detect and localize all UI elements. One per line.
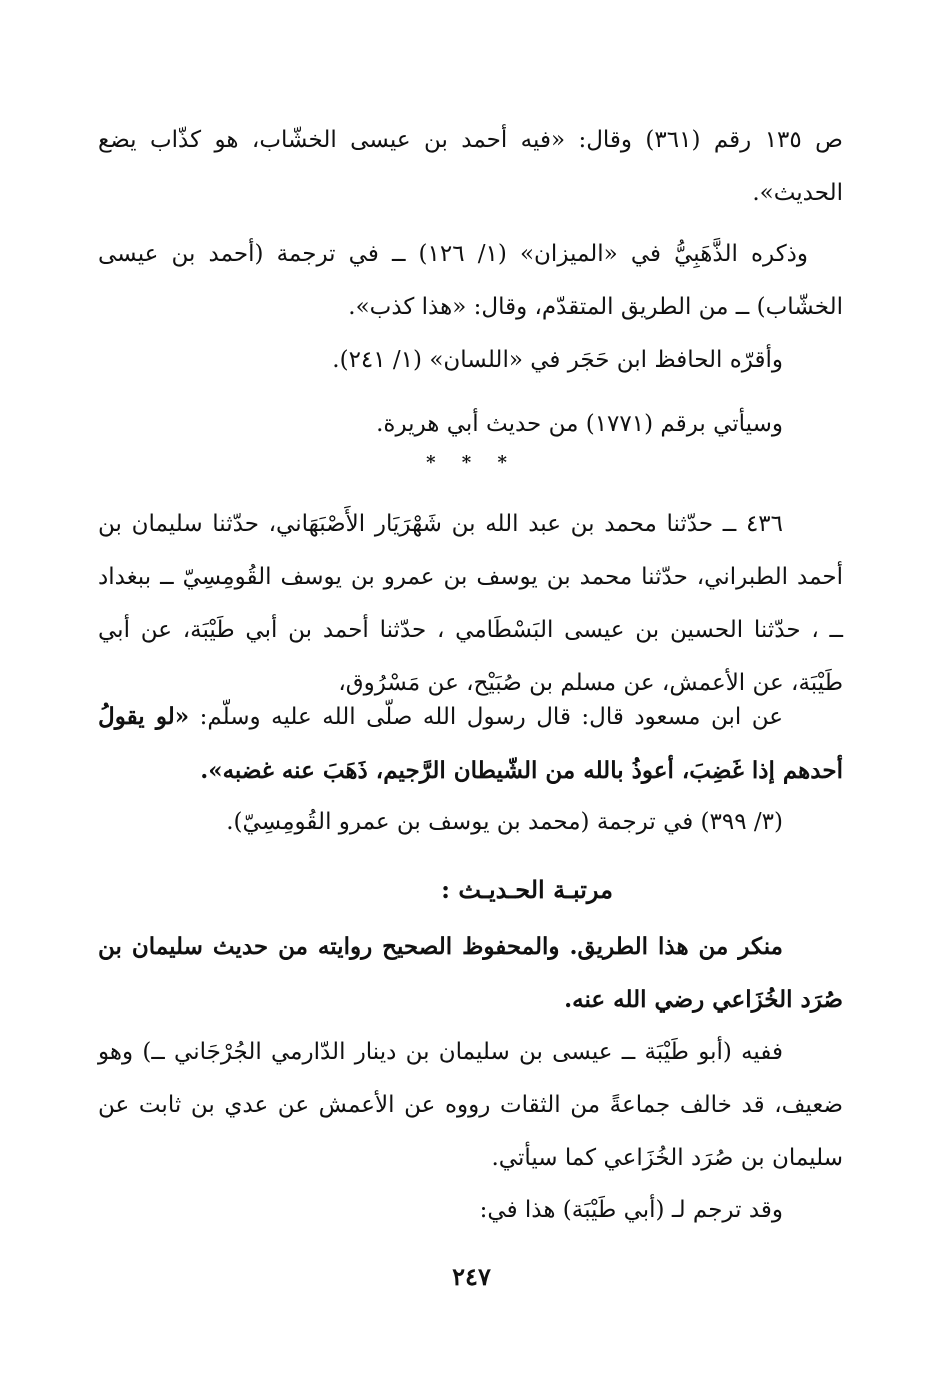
hadith-matn: [98, 690, 843, 798]
paragraph-reference: (٣/ ٣٩٩) في ترجمة (محمد بن يوسف بن عمرو القُومِسِيّ).: [226, 809, 783, 835]
section-heading: مرتبـة الحـديـث :: [441, 875, 613, 904]
page-number: ٢٤٧: [452, 1262, 491, 1291]
paragraph-3: وأقرّه الحافظ ابن حَجَر في «اللسان» (١/ ٢٤١).: [332, 347, 783, 373]
paragraph-ruling: منكر من هذا الطريق. والمحفوظ الصحيح روايته من حديث سليمان بن صُرَد الخُزَاعي رضي الله عنه.: [98, 933, 843, 1013]
hadith-matn-text: «لو يقولُ أحدهم إذا غَضِبَ، أعوذُ بالله من الشّيطان الرَّجيم، ذَهَبَ عنه غضبه».: [98, 703, 843, 784]
section-separator: * * *: [426, 452, 517, 473]
paragraph-final: وقد ترجم لـ (أبي طَيْبَة) هذا في:: [479, 1197, 783, 1223]
paragraph-2: وذكره الذَّهَبِيُّ في «الميزان» (١/ ١٢٦) ــ في ترجمة (أحمد بن عيسى الخشّاب) ــ من الطريق المتقدّم، وقال: «هذا كذب».: [98, 241, 843, 320]
hadith-matn-intro: عن ابن مسعود قال: قال رسول الله صلّى الله عليه وسلّم:: [199, 704, 783, 730]
paragraph-explanation: ففيه (أبو طَيْبَة ــ عيسى بن سليمان بن دينار الدّارمي الجُرْجَاني ــ) وهو ضعيف، قد خالف جماعةً من الثقات رووه عن الأعمش عن عدي بن ثابت عن سليمان بن صُرَد الخُزَاعي كما سيأتي.: [98, 1039, 843, 1171]
paragraph-4: وسيأتي برقم (١٧٧١) من حديث أبي هريرة.: [376, 411, 783, 437]
paragraph-1: ص ١٣٥ رقم (٣٦١) وقال: «فيه أحمد بن عيسى الخشّاب، هو كذّاب يضع الحديث».: [98, 127, 843, 206]
hadith-isnad: ٤٣٦ ــ حدّثنا محمد بن عبد الله بن شَهْرَيَار الأَصْبَهَاني، حدّثنا سليمان بن أحمد الطبراني، حدّثنا محمد بن يوسف بن عمرو بن يوسف القُومِسِيّ ــ ببغداد ــ ، حدّثنا الحسين بن عيسى البَسْطَامي ، حدّثنا أحمد بن أبي طَيْبَة، عن أبي طَيْبَة، عن الأعمش، عن مسلم بن صُبَيْح، عن مَسْرُوق،: [98, 511, 843, 696]
